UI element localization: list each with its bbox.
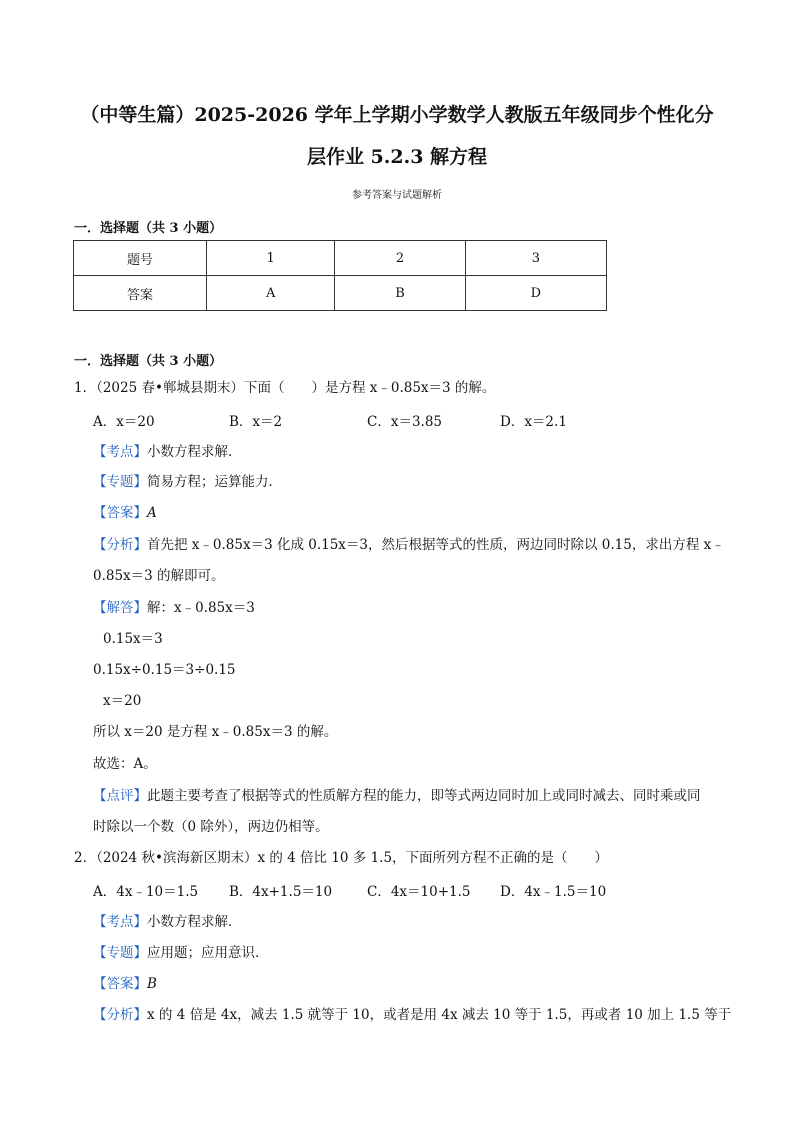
document-title-line1: （中等生篇）2025-2026 学年上学期小学数学人教版五年级同步个性化分 — [80, 104, 714, 126]
kaodian-text: 小数方程求解． — [147, 914, 242, 930]
dianping-text: 此题主要考查了根据等式的性质解方程的能力，即等式两边同时加上或同时减去、同时乘或同 — [147, 788, 701, 804]
q2-option-c: C．4x＝10+1.5 — [367, 884, 471, 900]
zhuanti-text: 简易方程；运算能力． — [147, 474, 282, 490]
fenxi-tag: 【分析】 — [93, 1007, 147, 1023]
q1-conclusion: 所以 x＝20 是方程 x﹣0.85x＝3 的解。 — [93, 724, 338, 740]
section-heading-questions: 一．选择题（共 3 小题） — [74, 354, 223, 369]
table-cell: A — [207, 276, 335, 311]
q1-choose: 故选：A。 — [93, 756, 157, 772]
kaodian-text: 小数方程求解． — [147, 444, 242, 460]
document-title-line2: 层作业 5.2.3 解方程 — [306, 146, 488, 168]
jieda-tag: 【解答】 — [93, 600, 147, 616]
q1-option-c: C．x＝3.85 — [367, 414, 443, 430]
daan-text: A — [147, 505, 157, 521]
table-cell: 2 — [335, 241, 465, 276]
table-cell: 3 — [465, 241, 606, 276]
kaodian-tag: 【考点】 — [93, 914, 147, 930]
q1-dianping-line1 — [93, 786, 701, 806]
q1-option-a: A．x＝20 — [93, 414, 155, 430]
q1-step2: 0.15x÷0.15＝3÷0.15 — [93, 662, 236, 678]
q2-option-d: D．4x﹣1.5＝10 — [500, 884, 607, 900]
kaodian-tag: 【考点】 — [93, 444, 147, 460]
q2-zhuanti — [93, 943, 269, 963]
q1-jieda — [93, 598, 255, 618]
table-header-cell: 答案 — [74, 276, 207, 311]
zhuanti-tag: 【专题】 — [93, 945, 147, 961]
q1-zhuanti — [93, 472, 282, 492]
section-heading-answers: 一．选择题（共 3 小题） — [74, 221, 223, 236]
daan-tag: 【答案】 — [93, 505, 147, 521]
q2-option-a: A．4x﹣10＝1.5 — [93, 884, 199, 900]
answer-table — [73, 240, 607, 311]
table-header-cell: 题号 — [74, 241, 207, 276]
question-2-stem: 2．（2024 秋•滨海新区期末）x 的 4 倍比 10 多 1.5，下面所列方程不正确的是（ ） — [74, 850, 609, 866]
zhuanti-text: 应用题；应用意识． — [147, 945, 269, 961]
table-row — [74, 241, 607, 276]
q1-daan — [93, 503, 157, 523]
zhuanti-tag: 【专题】 — [93, 474, 147, 490]
question-1-stem: 1．（2025 春•郸城县期末）下面（ ）是方程 x﹣0.85x＝3 的解。 — [74, 380, 496, 396]
fenxi-text: x 的 4 倍是 4x，减去 1.5 就等于 10，或者是用 4x 减去 10 等于 1.5，再或者 10 加上 1.5 等于 — [147, 1007, 732, 1023]
fenxi-text: 首先把 x﹣0.85x＝3 化成 0.15x＝3，然后根据等式的性质，两边同时除以 0.15，求出方程 x﹣ — [147, 537, 725, 553]
daan-tag: 【答案】 — [93, 976, 147, 992]
table-cell: D — [465, 276, 606, 311]
table-cell: 1 — [207, 241, 335, 276]
q1-step3: x＝20 — [103, 693, 142, 709]
q1-option-b: B．x＝2 — [229, 414, 283, 430]
q2-fenxi-line1 — [93, 1005, 731, 1025]
q1-option-d: D．x＝2.1 — [500, 414, 567, 430]
dianping-tag: 【点评】 — [93, 788, 147, 804]
q1-step1: 0.15x＝3 — [103, 631, 163, 647]
q1-dianping-line2: 时除以一个数（0 除外），两边仍相等。 — [93, 819, 329, 835]
document-subtitle: 参考答案与试题解析 — [352, 190, 442, 201]
fenxi-tag: 【分析】 — [93, 537, 147, 553]
q1-kaodian — [93, 442, 242, 462]
daan-text: B — [147, 976, 157, 992]
table-cell: B — [335, 276, 465, 311]
q1-fenxi-line2: 0.85x＝3 的解即可。 — [93, 568, 225, 584]
table-row — [74, 276, 607, 311]
jieda-text: 解：x﹣0.85x＝3 — [147, 600, 255, 616]
q1-fenxi-line1 — [93, 535, 725, 555]
q2-daan — [93, 974, 157, 994]
q2-kaodian — [93, 912, 242, 932]
q2-option-b: B．4x+1.5＝10 — [229, 884, 333, 900]
